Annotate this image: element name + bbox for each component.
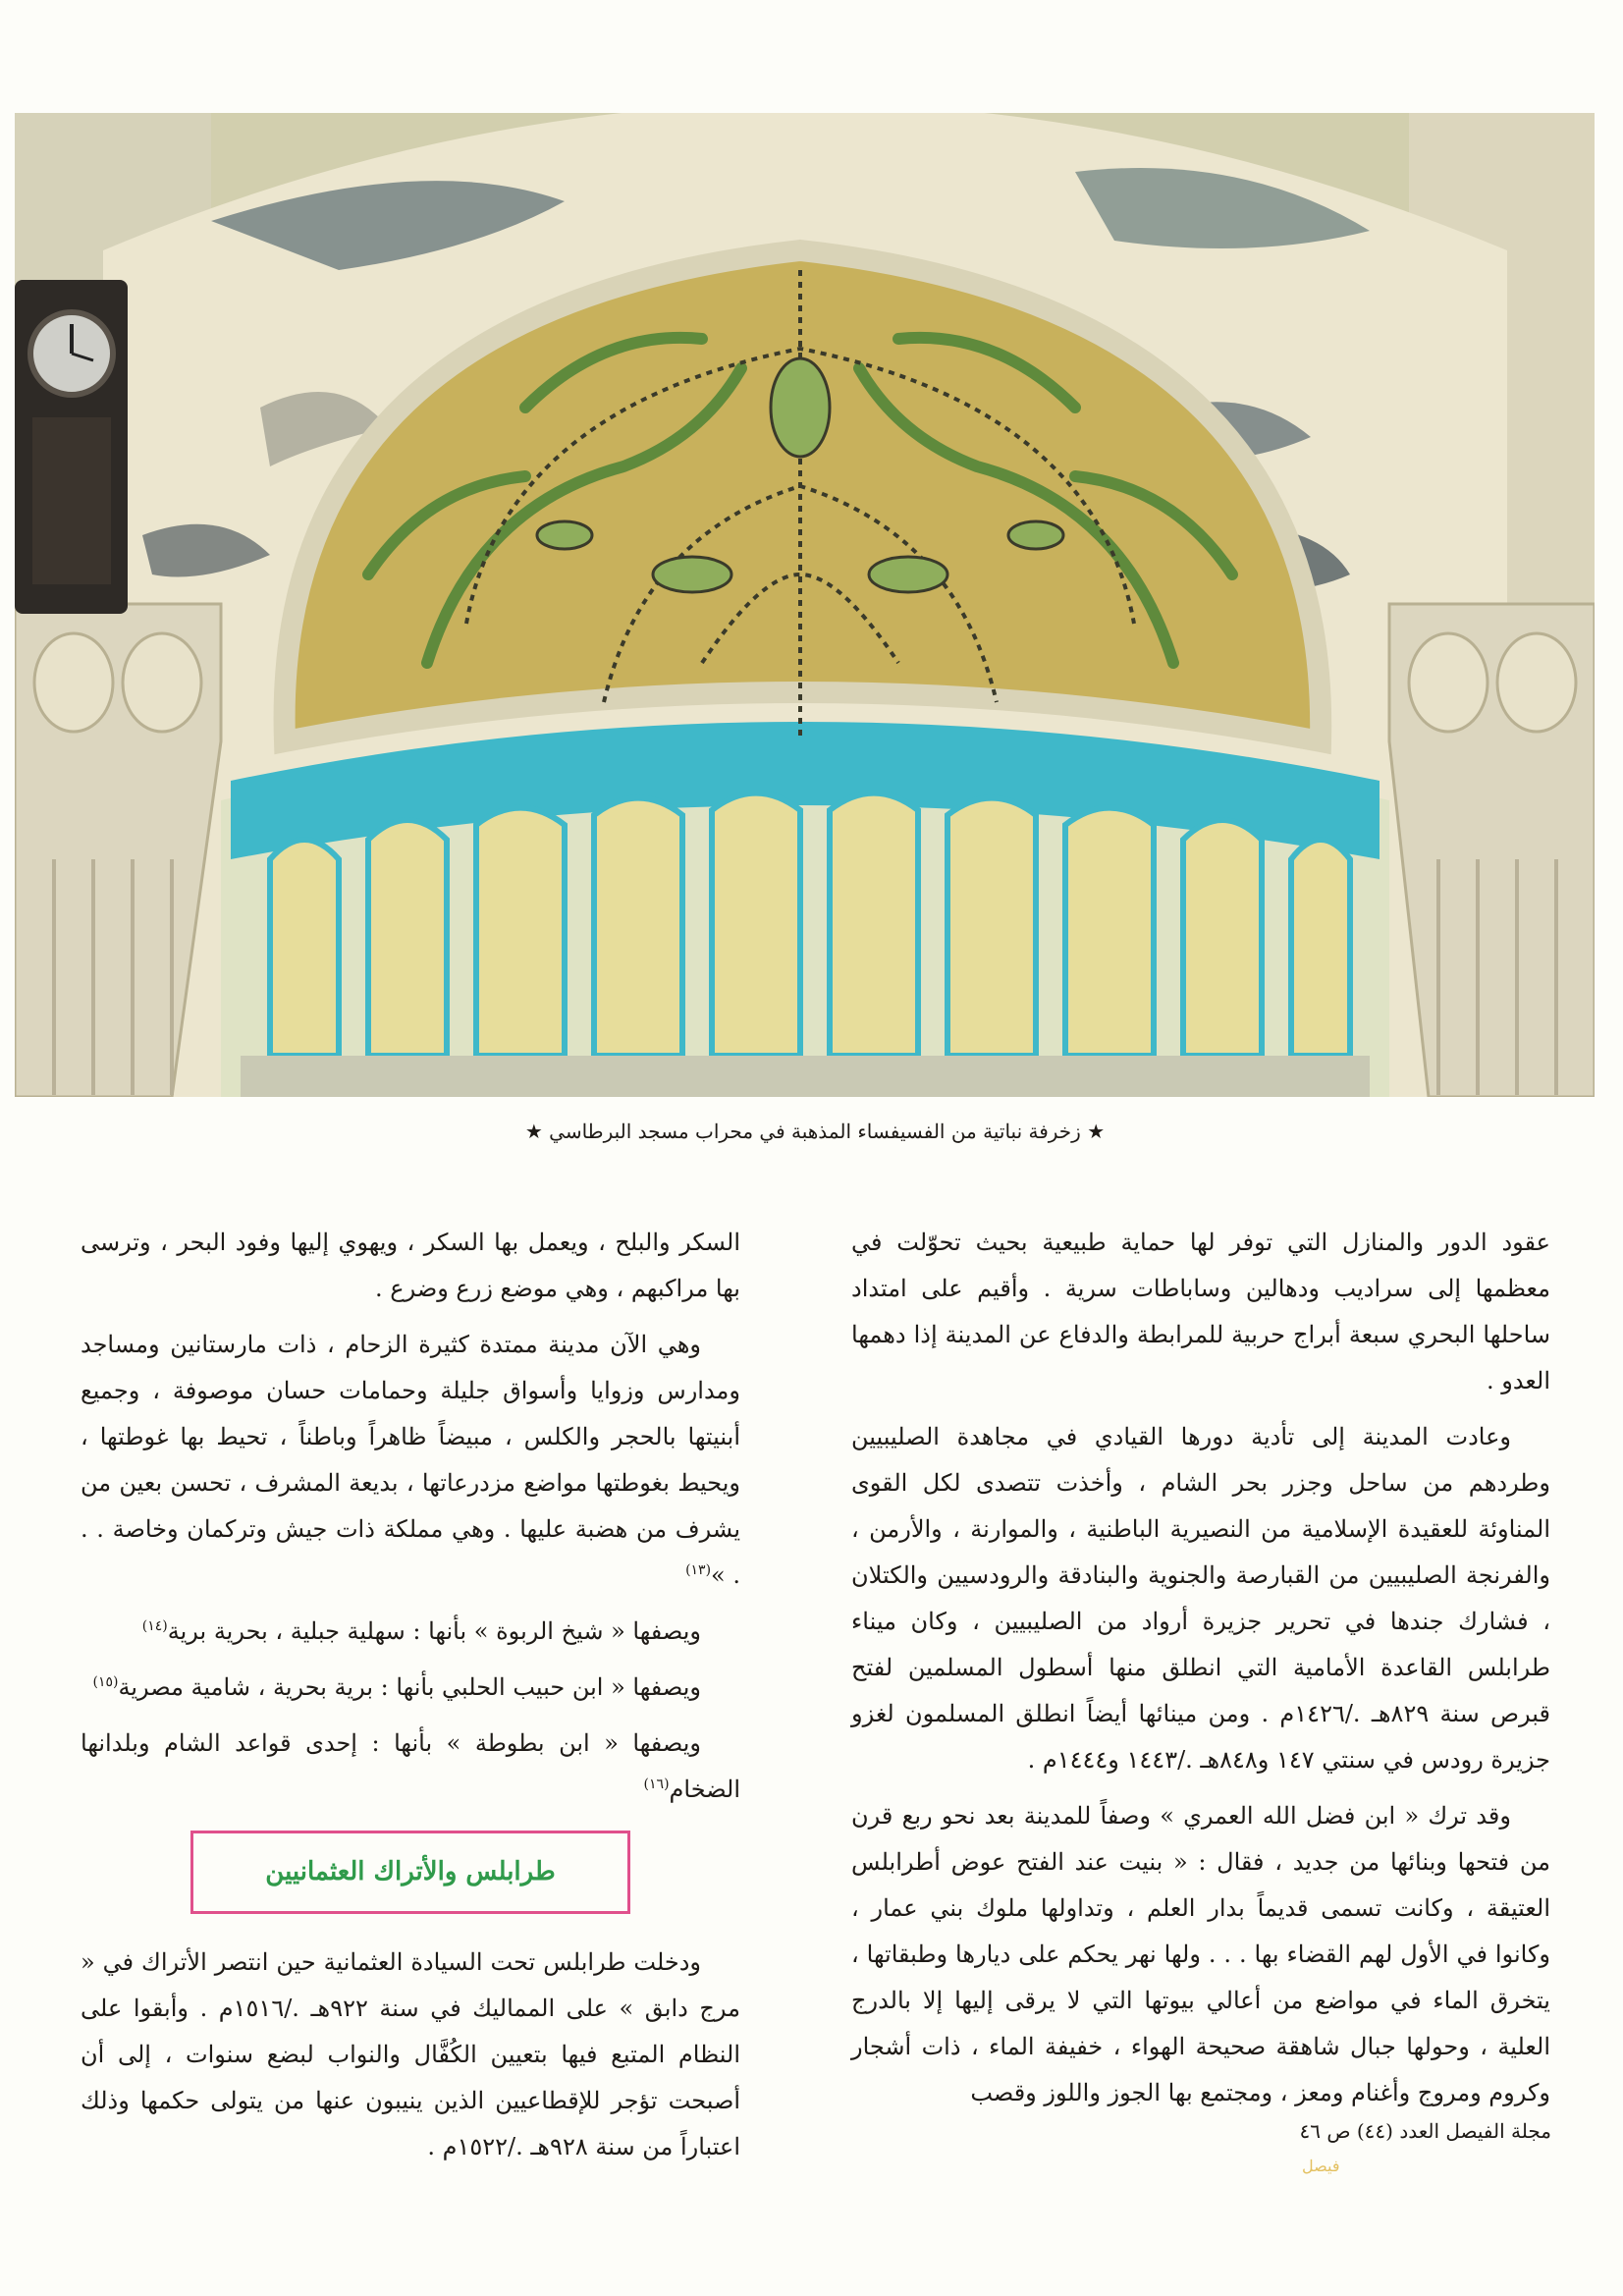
footnote-ref: (١٦) [643, 1777, 670, 1792]
footnote-ref: (١٤) [141, 1618, 168, 1634]
paragraph: ويصفها « ابن بطوطة » بأنها : إحدى قواعد الشام وبلدانها الضخام$^{(١٦)}$ [81, 1729, 740, 1803]
paragraph: السكر والبلح ، ويعمل بها السكر ، ويهوي إليها وفود البحر ، وترسى بها مراكبهم ، وهي موضع زرع وضرع . [81, 1229, 740, 1302]
footnote-ref: (١٣) [685, 1562, 712, 1578]
wall-clock-icon [15, 280, 128, 614]
footnote-ref: (١٥) [92, 1674, 119, 1690]
paragraph: عقود الدور والمنازل التي توفر لها حماية طبيعية بحيث تحوّلت في معظمها إلى سراديب ودهالين وساباطات سرية . وأقيم على امتداد ساحلها البحري سبعة أبراج حربية للمرابطة والدفاع عن المدينة إذا دهمها العدو . [851, 1229, 1551, 1394]
paragraph: وعادت المدينة إلى تأدية دورها القيادي في مجاهدة الصليبيين وطردهم من ساحل وجزر بحر الشام ، وأخذت تتصدى لكل القوى المناوئة للعقيدة الإسلامية من النصيرية الباطنية ، والموارنة ، والأرمن ، والفرنجة الصليبيين من القبارصة والجنوية والبنادقة والرودسيين والكتلان ، فشارك جندها في تحرير جزيرة أرواد من الصليبيين ، وكان ميناء طرابلس القاعدة الأمامية التي انطلق منها أسطول المسلمين لفتح قبرص سنة ٨٢٩هـ ./١٤٢٦م . ومن مينائها أيضاً انطلق المسلمون لغزو جزيرة رودس في سنتي ١٤٧ و٨٤٨هـ ./١٤٤٣ و١٤٤٤م . [851, 1423, 1550, 1774]
paragraph: ودخلت طرابلس تحت السيادة العثمانية حين انتصر الأتراك في « مرج دابق » على المماليك في سنة ٩٢٢هـ ./١٥١٦م . وأبقوا على النظام المتبع فيها بتعيين الكُفَّال والنواب لبضع سنوات ، إلى أن أصبحت تؤجر للإقطاعيين الذين ينيبون عنها من يتولى حكمها وذلك اعتباراً من سنة ٩٢٨هـ ./١٥٢٢م . [81, 1948, 741, 2160]
page-footer: مجلة الفيصل العدد (٤٤) ص ٤٦ [1299, 2119, 1551, 2143]
section-heading: طرابلس والأتراك العثمانيين [190, 1831, 630, 1914]
paragraph: وقد ترك « ابن فضل الله العمري » وصفاً للمدينة بعد نحو ربع قرن من فتحها وبنائها من جديد ، فقال : « بنيت عند الفتح عوض أطرابلس العتيقة ، وكانت تسمى قديماً بدار العلم ، وتداولها ملوك بني عمار ، وكانوا في الأول لهم القضاء بها . . . ولها نهر يحكم على ديارها وطبقاتها ، يتخرق الماء في مواضع من أعالي بيوتها التي لا يرقى إليها إلا بالدرج العلية ، وحولها جبال شاهقة صحيحة الهواء ، خفيفة الماء ، ذات أشجار وكروم ومروج وأغنام ومعز ، ومجتمع بها الجوز واللوز وقصب [851, 1802, 1550, 2106]
magazine-mark: فيصل [1302, 2157, 1340, 2175]
right-column [851, 1220, 1550, 2126]
paragraph: ويصفها « ابن حبيب الحلبي بأنها : برية بحرية ، شامية مصرية$^{(١٥)}$ [92, 1673, 701, 1701]
photo-caption: ★ زخرفة نباتية من الفسيفساء المذهبة في محراب مسجد البرطاسي ★ [524, 1120, 1106, 1143]
paragraph: ويصفها « شيخ الربوة » بأنها : سهلية جبلية ، بحرية برية$^{(١٤)}$ [141, 1617, 701, 1645]
mihrab-mosaic-photo [15, 113, 1595, 1097]
paragraph: وهي الآن مدينة ممتدة كثيرة الزحام ، ذات مارستانين ومساجد ومدارس وزوايا وأسواق جليلة وحمامات حسان موصوفة ، وجميع أبنيتها بالحجر والكلس ، مبيضاً ظاهراً وباطناً ، تحيط بها غوطتها ، ويحيط بغوطتها مواضع مزدرعاتها ، بديعة المشرف ، تحسن بعين من يشرف من هضبة عليها . وهي مملكة ذات جيش وتركمان وخاصة . . . »$^{(١٣)}$ [81, 1331, 740, 1589]
left-column [81, 1220, 740, 2180]
